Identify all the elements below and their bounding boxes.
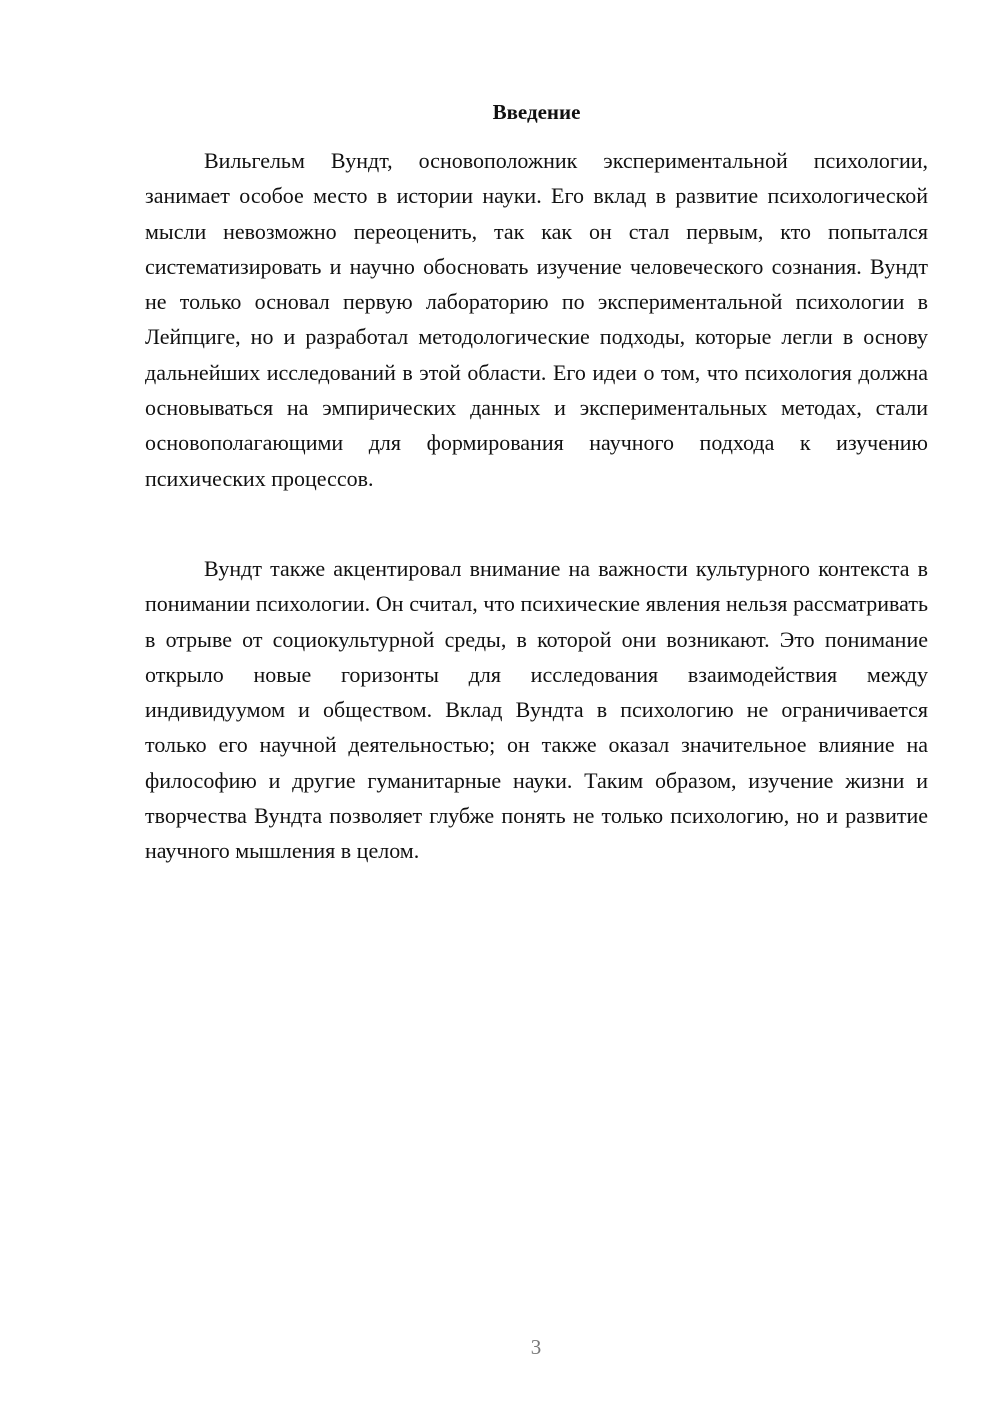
paragraph-1: Вильгельм Вундт, основоположник экспериментальной психологии, занимает особое место в истории науки. Его вклад в развитие психологической мысли невозможно переоценить, так как он стал первым, кто попытался систематизировать и научно обосновать изучение человеческого сознания. Вундт не только основал первую лабораторию по экспериментальной психологии в Лейпциге, но и разработал методологические подходы, которые легли в основу дальнейших исследований в этой области. Его идеи о том, что психология должна основываться на эмпирических данных и экспериментальных методах, стали основополагающими для формирования научного подхода к изучению психических процессов. xyxy=(145,148,928,491)
page-number: 3 xyxy=(530,1335,542,1359)
section-heading: Введение xyxy=(492,100,581,124)
paragraph-2: Вундт также акцентировал внимание на важности культурного контекста в понимании психологии. Он считал, что психические явления нельзя рассматривать в отрыве от социокультурной среды, в которой они возникают. Это понимание открыло новые горизонты для исследования взаимодействия между индивидуумом и обществом. Вклад Вундта в психологию не ограничивается только его научной деятельностью; он также оказал значительное влияние на философию и другие гуманитарные науки. Таким образом, изучение жизни и творчества Вундта позволяет глубже понять не только психологию, но и развитие научного мышления в целом. xyxy=(145,556,928,864)
